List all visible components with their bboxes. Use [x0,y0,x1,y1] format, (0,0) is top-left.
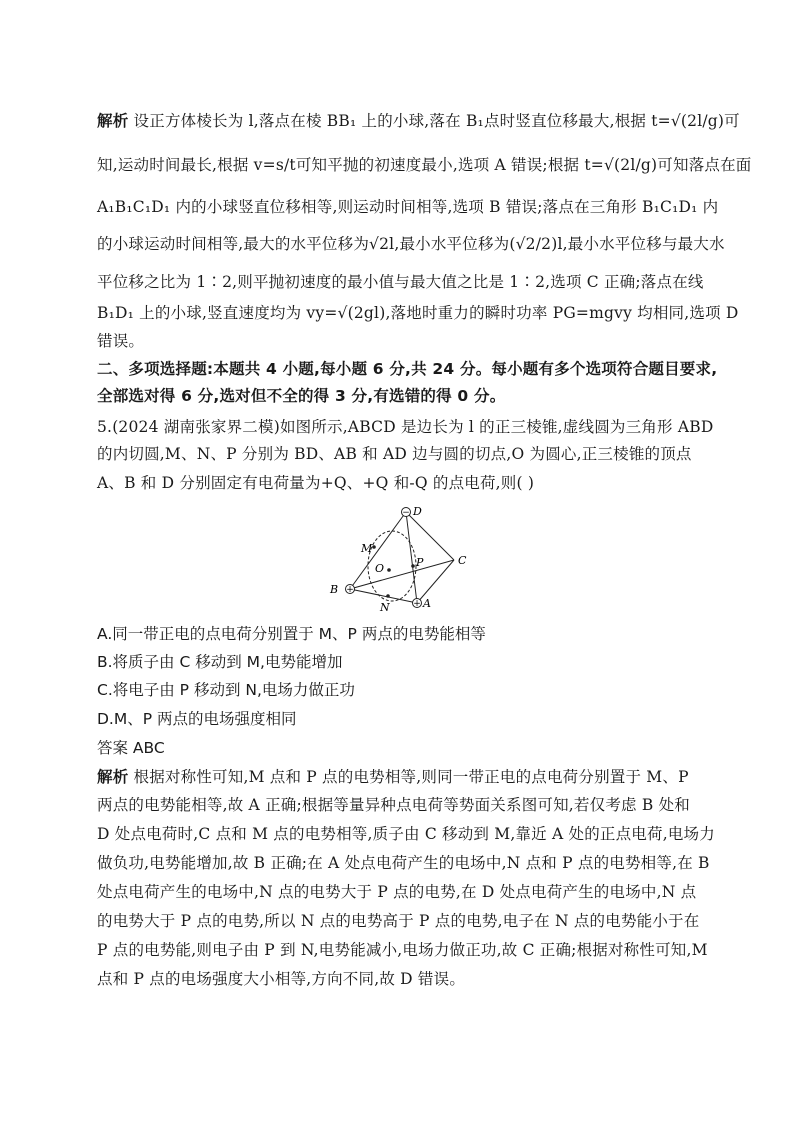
section2-line-1: 二、多项选择题:本题共 4 小题,每小题 6 分,共 24 分。每小题有多个选项符合题目要求, [97,360,718,378]
point-N [386,594,390,598]
q5-option-d: D.M、P 两点的电场强度相同 [97,710,297,728]
q5-explanation-line-6: 的电势大于 P 点的电势,所以 N 点的电势高于 P 点的电势,电子在 N 点的电势能小于在 [97,912,700,930]
label-D: D [413,505,422,518]
label-C: C [458,554,467,567]
point-M [372,545,376,549]
label-A: A [423,597,431,610]
q5-answer: 答案 ABC [97,739,165,757]
label-O: O [375,562,385,575]
charge-D-sign: − [402,508,410,518]
q5-option-c: C.将电子由 P 移动到 N,电场力做正功 [97,681,355,699]
point-P [411,564,415,568]
q5-explanation-label: 解析 [97,768,129,786]
label-B: B [330,583,339,596]
edge-BC [350,560,454,589]
q5-stem-line-2: 的内切圆,M、N、P 分别为 BD、AB 和 AD 边与圆的切点,O 为圆心,正三棱锥的顶点 [97,445,692,463]
solution4-line-1: 解析 设正方体棱长为 l,落点在棱 BB₁ 上的小球,落在 B₁点时竖直位移最大,根据 t=√(2l/g)可 [97,112,740,130]
q5-explanation-line-5: 处点电荷产生的电场中,N 点的电势大于 P 点的电势,在 D 处点电荷产生的电场中,N 点 [97,883,697,901]
charge-A-sign: + [413,599,421,609]
q5-explanation-line-8: 点和 P 点的电场强度大小相等,方向不同,故 D 错误。 [97,970,466,988]
q5-explanation-line-2: 两点的电势能相等,故 A 正确;根据等量异种点电荷等势面关系图可知,若仅考虑 B 处和 [97,796,690,814]
edge-DB [350,512,406,589]
point-O [387,568,391,572]
q5-explanation-line-1: 解析 根据对称性可知,M 点和 P 点的电势相等,则同一带正电的点电荷分别置于 M、P [97,768,689,786]
q5-explanation-line-4: 做负功,电势能增加,故 B 正确;在 A 处点电荷产生的电场中,N 点和 P 点的电势相等,在 B [97,854,710,872]
solution4-line-3: A₁B₁C₁D₁ 内的小球竖直位移相等,则运动时间相等,选项 B 错误;落点在三角形 B₁C₁D₁ 内 [97,198,719,216]
charge-B-sign: + [346,585,354,595]
solution4-line-4: 的小球运动时间相等,最大的水平位移为√2l,最小水平位移为(√2/2)l,最小水平位移与最大水 [97,235,725,253]
edge-DC [406,512,454,560]
solution4-line-5: 平位移之比为 1∶2,则平抛初速度的最小值与最大值之比是 1∶2,选项 C 正确;落点在线 [97,273,704,291]
q5-explanation-line-7: P 点的电势能,则电子由 P 到 N,电势能减小,电场力做正功,故 C 正确;根据对称性可知,M [97,941,708,959]
pyramid-figure [320,500,480,620]
section2-line-2: 全部选对得 6 分,选对但不全的得 3 分,有选错的得 0 分。 [97,387,506,405]
q5-option-b: B.将质子由 C 移动到 M,电势能增加 [97,653,343,671]
label-M: M [361,542,373,555]
solution4-line-6: B₁D₁ 上的小球,竖直速度均为 vy=√(2gl),落地时重力的瞬时功率 PG=mgvy 均相同,选项 D [97,304,739,322]
q5-stem-line-3: A、B 和 D 分别固定有电荷量为+Q、+Q 和-Q 的点电荷,则( ) [97,474,535,492]
solution4-line-2: 知,运动时间最长,根据 v=s/t可知平抛的初速度最小,选项 A 错误;根据 t=√(2l/g)可知落点在面 [97,156,752,174]
solution4-label: 解析 [97,112,129,130]
q5-stem-line-1: 5.(2024 湖南张家界二模)如图所示,ABCD 是边长为 l 的正三棱锥,虚线圆为三角形 ABD [97,418,714,436]
solution4-line-7: 错误。 [97,332,145,350]
label-N: N [380,601,390,614]
label-P: P [416,556,424,569]
q5-option-a: A.同一带正电的点电荷分别置于 M、P 两点的电势能相等 [97,625,486,643]
q5-explanation-line-3: D 处点电荷时,C 点和 M 点的电势相等,质子由 C 移动到 M,靠近 A 处的正点电荷,电场力 [97,825,715,843]
